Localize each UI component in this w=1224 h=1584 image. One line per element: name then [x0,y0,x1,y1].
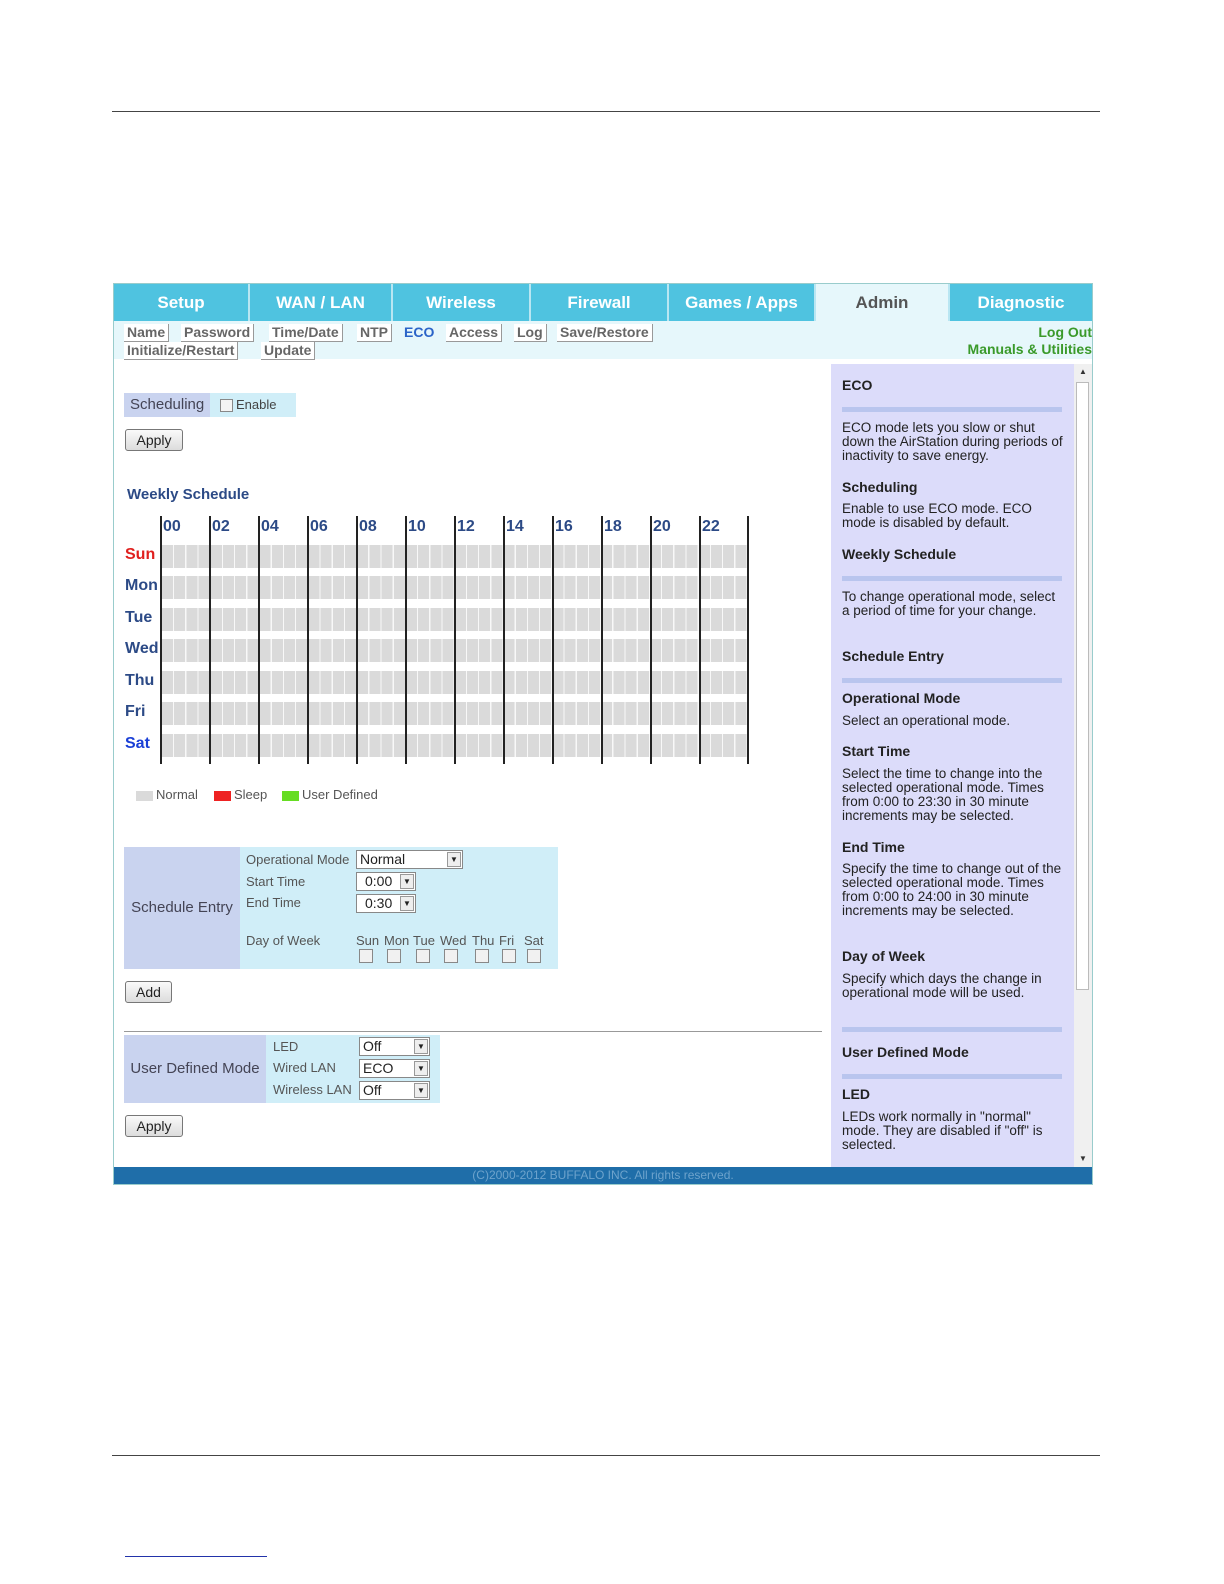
footnote-link-underline[interactable] [125,1556,267,1557]
help-dow-title: Day of Week [842,948,925,964]
eco-settings-panel [114,359,830,1167]
scheduling-label: Scheduling [124,393,210,417]
legend-user-defined-swatch [282,791,299,801]
legend-sleep-swatch [214,791,231,801]
day-label-tue: Tue [125,609,153,626]
main-tab-bar [114,284,1092,321]
end-time-label: End Time [246,895,301,910]
operational-mode-value: Normal [360,851,406,867]
end-time-value: 0:30 [365,895,393,911]
hour-gridline [356,516,358,764]
sub-nav [114,321,1092,359]
scheduling-enable-checkbox[interactable] [220,399,233,412]
help-scrollbar[interactable] [1074,364,1092,1167]
subtab-time-date[interactable]: Time/Date [269,324,343,342]
help-scheduling-text: Enable to use ECO mode. ECO mode is disabled by default. [842,501,1032,530]
user-defined-mode-label: User Defined Mode [124,1035,266,1103]
dow-checkbox-wed[interactable] [444,949,458,963]
hour-gridline [650,516,652,764]
scheduling-apply-button[interactable]: Apply [125,429,183,451]
subtab-eco[interactable]: ECO [404,324,435,340]
subtab-access[interactable]: Access [446,324,502,342]
tab-wireless[interactable]: Wireless [393,284,531,321]
help-divider [842,576,1062,581]
help-divider [842,678,1062,683]
legend-user-defined-label: User Defined [302,787,378,802]
led-value: Off [363,1038,382,1054]
help-udm-title: User Defined Mode [842,1044,969,1060]
hour-label: 00 [163,518,181,535]
help-divider [842,1027,1062,1032]
tab-diagnostic[interactable]: Diagnostic [977,293,1065,312]
help-entry-title: Schedule Entry [842,648,944,664]
scroll-down-icon[interactable]: ▼ [1079,1154,1087,1163]
scroll-up-icon[interactable]: ▲ [1079,367,1087,376]
help-divider [842,1074,1062,1079]
wireless-lan-value: Off [363,1082,382,1098]
subtab-password[interactable]: Password [181,324,254,342]
wired-lan-value: ECO [363,1060,394,1076]
dow-checkbox-sat[interactable] [527,949,541,963]
hour-label: 20 [653,518,671,535]
hour-gridline [258,516,260,764]
operational-mode-select[interactable] [356,850,463,869]
weekly-schedule-title: Weekly Schedule [127,486,250,503]
chevron-down-icon: ▼ [400,874,414,889]
scheduling-enable-label: Enable [236,397,277,412]
dow-checkbox-tue[interactable] [416,949,430,963]
subtab-name[interactable]: Name [124,324,169,342]
help-dow-text: Specify which days the change in operational mode will be used. [842,971,1042,1000]
user-defined-mode-form [124,1035,440,1103]
help-start-text: Select the time to change into the selected operational mode. Times from 0:00 to 23:30 in 30 minute increments may be selected. [842,766,1044,823]
tab-setup[interactable]: Setup [114,284,250,321]
help-scheduling-title: Scheduling [842,479,918,495]
help-end-title: End Time [842,839,905,855]
help-led-text: LEDs work normally in "normal" mode. They are disabled if "off" is selected. [842,1109,1043,1152]
wireless-lan-label: Wireless LAN [273,1082,352,1097]
legend-sleep [214,787,267,802]
help-eco-title: ECO [842,377,873,393]
hour-gridline [307,516,309,764]
day-of-week-label: Day of Week [246,933,321,948]
page-bottom-rule [112,1455,1100,1456]
dow-label-tue: Tue [413,933,435,948]
help-divider [842,407,1062,412]
chevron-down-icon: ▼ [414,1061,428,1076]
schedule-entry-form [124,847,558,969]
dow-label-thu: Thu [472,933,495,948]
legend-normal [136,787,198,802]
legend-normal-swatch [136,791,153,801]
section-divider [124,1031,822,1032]
dow-label-mon: Mon [384,933,410,948]
hour-gridline [209,516,211,764]
dow-label-sun: Sun [356,933,380,948]
user-defined-apply-button[interactable]: Apply [125,1115,183,1137]
hour-label: 18 [604,518,622,535]
hour-label: 06 [310,518,328,535]
subtab-ntp[interactable]: NTP [357,324,392,342]
hour-gridline [405,516,407,764]
subtab-log[interactable]: Log [514,324,547,342]
hour-label: 04 [261,518,279,535]
subtab-update[interactable]: Update [261,342,315,360]
tab-wan-lan[interactable]: WAN / LAN [250,284,393,321]
help-weekly-title: Weekly Schedule [842,546,957,562]
hour-label: 16 [555,518,573,535]
hour-label: 08 [359,518,377,535]
chevron-down-icon: ▼ [414,1039,428,1054]
logout-link[interactable]: Log Out [1038,324,1092,340]
scrollbar-thumb[interactable] [1076,382,1089,990]
help-start-title: Start Time [842,743,911,759]
day-label-sat: Sat [125,735,150,752]
help-opmode-title: Operational Mode [842,690,961,706]
wired-lan-label: Wired LAN [273,1060,336,1075]
operational-mode-label: Operational Mode [246,852,350,867]
dow-checkbox-sun[interactable] [359,949,373,963]
hour-gridline [747,516,749,764]
help-end-text: Specify the time to change out of the selected operational mode. Times from 0:00 to 24:00 in 30 minute increments may be selected. [842,861,1062,918]
day-label-wed: Wed [125,640,159,657]
hour-label: 22 [702,518,720,535]
start-time-value: 0:00 [365,873,393,889]
dow-label-sat: Sat [524,933,544,948]
day-label-thu: Thu [125,672,155,689]
tab-firewall[interactable]: Firewall [531,284,669,321]
help-eco-text: ECO mode lets you slow or shut down the AirStation during periods of inactivity to save energy. [842,420,1063,463]
manuals-link[interactable]: Manuals & Utilities [967,341,1092,357]
chevron-down-icon: ▼ [400,896,414,911]
dow-checkbox-thu[interactable] [475,949,489,963]
hour-gridline [160,516,162,764]
wireless-lan-select[interactable] [359,1081,430,1100]
tab-admin[interactable]: Admin [816,284,950,321]
help-pane [831,364,1074,1167]
legend-user-defined [282,787,378,802]
page-top-rule [112,111,1100,112]
subtab-save-restore[interactable]: Save/Restore [557,324,653,342]
hour-label: 02 [212,518,230,535]
dow-checkbox-mon[interactable] [387,949,401,963]
end-time-select[interactable] [356,894,416,913]
hour-label: 14 [506,518,524,535]
wired-lan-select[interactable] [359,1059,430,1078]
help-weekly-text: To change operational mode, select a period of time for your change. [842,589,1056,618]
schedule-add-button[interactable]: Add [125,981,172,1003]
help-led-title: LED [842,1086,870,1102]
footer-copyright: (C)2000-2012 BUFFALO INC. All rights reserved. [114,1167,1092,1184]
hour-label: 12 [457,518,475,535]
chevron-down-icon: ▼ [414,1083,428,1098]
hour-gridline [503,516,505,764]
router-admin-window [113,283,1093,1185]
legend-normal-label: Normal [156,787,198,802]
chevron-down-icon: ▼ [447,852,461,867]
hour-label: 10 [408,518,426,535]
help-opmode-text: Select an operational mode. [842,713,1011,728]
subtab-initialize-restart[interactable]: Initialize/Restart [124,342,238,360]
schedule-entry-label: Schedule Entry [124,847,240,969]
hour-gridline [699,516,701,764]
start-time-label: Start Time [246,874,306,889]
hour-gridline [601,516,603,764]
day-label-sun: Sun [125,546,156,563]
day-label-fri: Fri [125,703,146,720]
scheduling-enable-cell [210,393,296,417]
dow-label-wed: Wed [440,933,467,948]
legend-sleep-label: Sleep [234,787,268,802]
hour-gridline [454,516,456,764]
day-label-mon: Mon [125,577,158,594]
led-label: LED [273,1039,299,1054]
hour-gridline [552,516,554,764]
dow-label-fri: Fri [499,933,515,948]
led-select[interactable] [359,1037,430,1056]
dow-checkbox-fri[interactable] [502,949,516,963]
start-time-select[interactable] [356,872,416,891]
tab-games-apps[interactable]: Games / Apps [669,284,816,321]
